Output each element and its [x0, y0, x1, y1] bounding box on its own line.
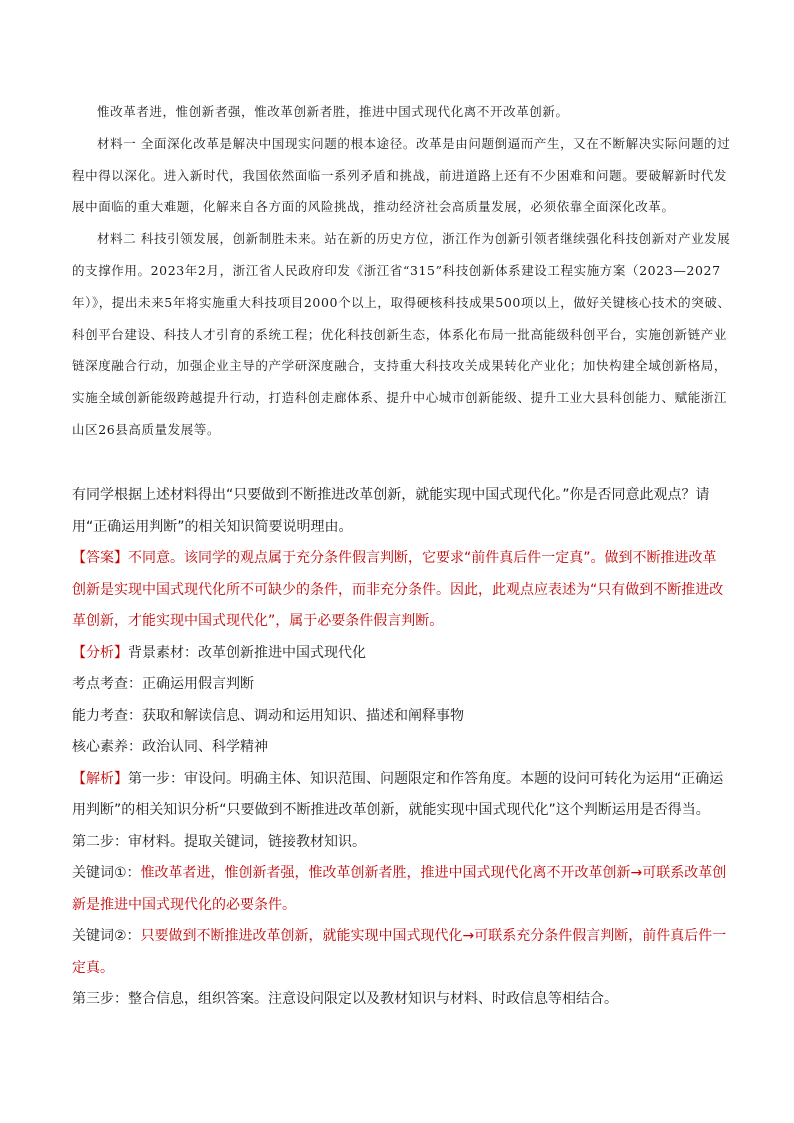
analysis-background: 背景素材：改革创新推进中国式现代化	[128, 644, 366, 661]
material-one: 材料一 全面深化改革是解决中国现实问题的根本途径。改革是由问题倒逼而产生，又在不断解决实际问题的过程中得以深化。进入新时代，我国依然面临一系列矛盾和挑战，前进道路上还有不少困难和问题。要破解新时代发展中面临的重大难题，化解来自各方面的风险挑战，推动经济社会高质量发展，必须依靠全面深化改革。	[72, 135, 731, 215]
material-intro: 惟改革者进，惟创新者强，惟改革创新者胜，推进中国式现代化离不开改革创新。	[97, 104, 569, 119]
keyword-two-label: 关键词②：	[72, 928, 141, 944]
explanation-step1: 第一步：审设问。明确主体、知识范围、问题限定和作答角度。本题的设问可转化为运用“正确运用判断”的相关知识分析“只要做到不断推进改革创新，就能实现中国式现代化”这个判断运用是否得当。	[72, 770, 724, 818]
keyword-one-label: 关键词①：	[72, 865, 141, 881]
answer-text: 不同意。该同学的观点属于充分条件假言判断，它要求“前件真后件一定真”。做到不断推进改革创新是实现中国式现代化所不可缺少的条件，而非充分条件。因此，此观点应表述为“只有做到不断推进改革创新，才能实现中国式现代化”，属于必要条件假言判断。	[72, 550, 724, 629]
material-two: 材料二 科技引领发展，创新制胜未来。站在新的历史方位，浙江作为创新引领者继续强化科技创新对产业发展的支撑作用。2023年2月，浙江省人民政府印发《浙江省“315”科技创新体系建设工程实施方案（2023—2027年）》，提出未来5年将实施重大科技项目2000个以上，取得硬核科技成果500项以上，做好关键核心技术的突破、科创平台建设、科技人才引育的系统工程；优化科技创新生态，体系化布局一批高能级科创平台，实施创新链产业链深度融合行动，加强企业主导的产学研深度融合，支持重大科技攻关成果转化产业化；加快构建全域创新格局，实施全域创新能级跨越提升行动，打造科创走廊体系、提升中心城市创新能级、提升工业大县科创能力、赋能浙江山区26县高质量发展等。	[72, 231, 731, 437]
analysis-block	[72, 638, 728, 670]
analysis-label: 【分析】	[72, 644, 128, 661]
keyword-two	[72, 921, 728, 984]
material-section	[72, 96, 732, 446]
answer-block	[72, 543, 728, 638]
keyword-one-text: 惟改革者进，惟创新者强，惟改革创新者胜，推进中国式现代化离不开改革创新→可联系改革创新是推进中国式现代化的必要条件。	[72, 865, 727, 913]
analysis-ability: 能力考查：获取和解读信息、调动和运用知识、描述和阐释事物	[72, 707, 464, 724]
question-text: 有同学根据上述材料得出“只要做到不断推进改革创新，就能实现中国式现代化。”你是否同意此观点？请用“正确运用判断”的相关知识简要说明理由。	[72, 487, 710, 535]
answer-label: 【答案】	[72, 550, 128, 566]
keyword-two-text: 只要做到不断推进改革创新，就能实现中国式现代化→可联系充分条件假言判断，前件真后件一定真。	[72, 928, 727, 976]
analysis-literacy: 核心素养：政治认同、科学精神	[72, 739, 268, 755]
explanation-step3: 第三步：整合信息，组织答案。注意设问限定以及教材知识与材料、时政信息等相结合。	[72, 991, 618, 1007]
explanation-label: 【解析】	[72, 770, 128, 787]
analysis-exam-point: 考点考查：正确运用假言判断	[72, 676, 254, 692]
explanation-step2: 第二步：审材料。提取关键词，链接教材知识。	[72, 833, 366, 850]
question-answer-section	[72, 480, 728, 1016]
explanation-block	[72, 764, 728, 827]
keyword-one	[72, 858, 728, 921]
